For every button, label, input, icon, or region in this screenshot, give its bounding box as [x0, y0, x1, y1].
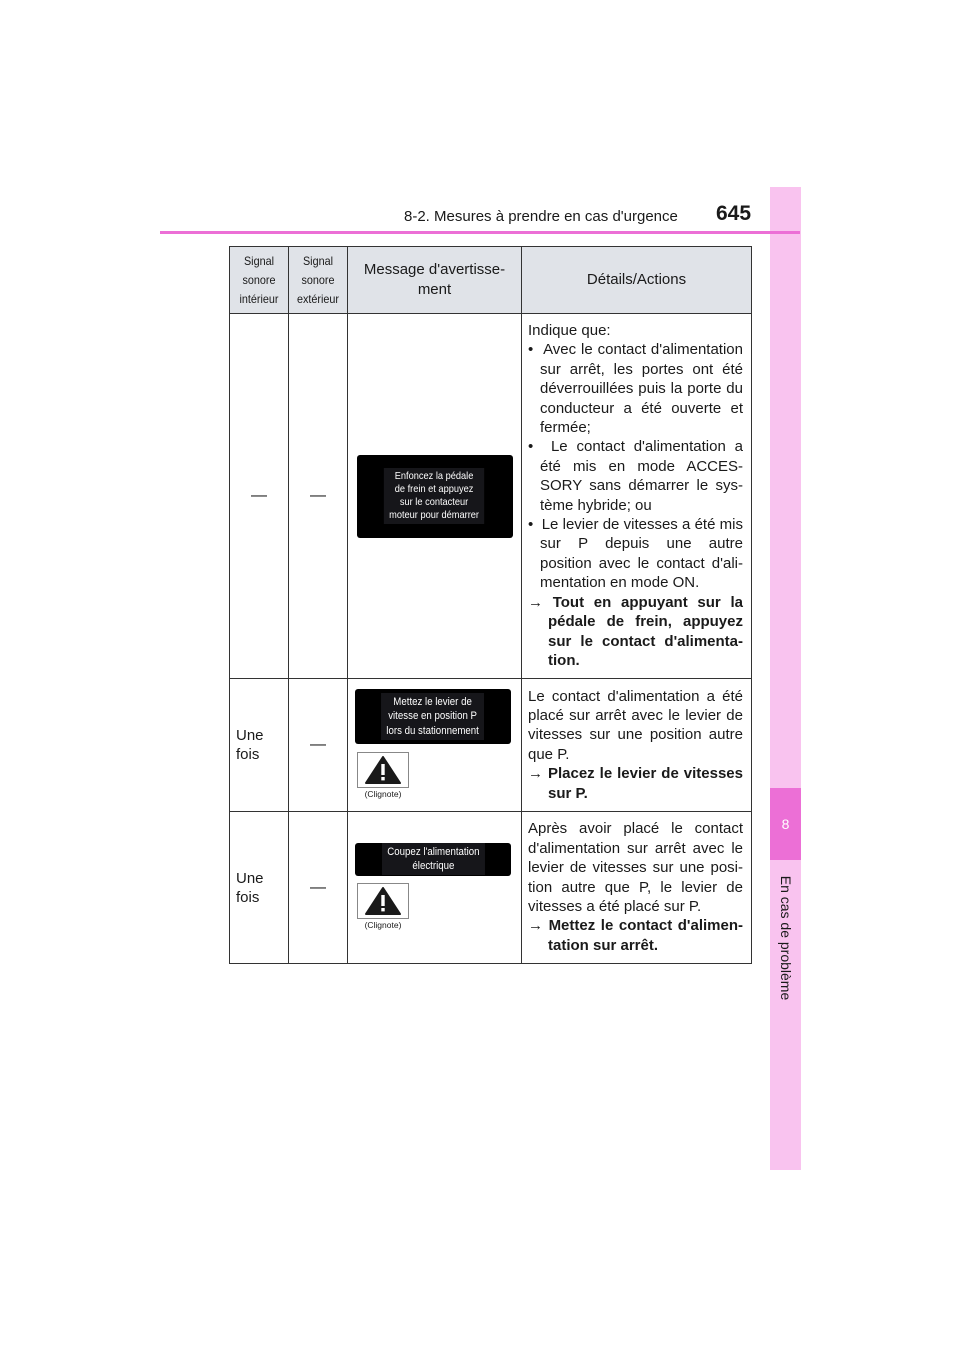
bullet-text: Le contact d'alimentation a été mis en mode ACCES-SORY sans démarrer le sys-tème hybride; ou — [540, 438, 743, 514]
blink-caption: (Clignote) — [364, 919, 402, 930]
display-line: Mettez le levier de — [393, 695, 473, 708]
exterior-buzzer-cell: — — [289, 812, 348, 964]
page-number: 645 — [716, 202, 752, 225]
interior-buzzer-cell: Une fois — [230, 812, 289, 964]
warning-table — [229, 246, 752, 964]
display-line: lors du stationnement — [386, 724, 480, 737]
side-tab-strip — [770, 187, 801, 1170]
detail-bullet — [528, 437, 743, 515]
arrow-symbol: → — [528, 917, 543, 935]
header-line: sonore — [242, 272, 276, 287]
header-line: Signal — [243, 253, 275, 268]
message-display — [357, 455, 513, 538]
arrow-symbol: → — [528, 765, 543, 783]
chapter-number: 8 — [781, 816, 790, 832]
header-line: Message d'avertisse- — [363, 261, 506, 278]
warning-message-cell — [348, 679, 522, 812]
detail-text: Après avoir placé le contact d'alimentation sur arrêt avec le levier de vitesses sur une posi-tion autre que P, le levier de vitesses a été placé sur P. — [528, 820, 743, 915]
message-display — [355, 843, 511, 876]
side-chapter-title — [770, 868, 801, 1008]
header-interior-buzzer — [230, 247, 289, 314]
header-exterior-buzzer — [289, 247, 348, 314]
interior-buzzer-cell: Une fois — [230, 679, 289, 812]
section-title: 8-2. Mesures à prendre en cas d'urgence — [404, 208, 678, 225]
header-details-actions: Détails/Actions — [522, 247, 752, 314]
header-line: Signal — [302, 253, 334, 268]
message-display-text — [384, 468, 484, 524]
bullet-text: Le levier de vitesses a été mis sur P depuis une autre position avec le contact d'ali-mentation en mode ON. — [540, 516, 743, 592]
table-header-row — [230, 247, 752, 314]
message-display-text — [381, 693, 484, 741]
action-text: Mettez le contact d'alimen-tation sur arrêt. — [548, 917, 743, 954]
header-line: intérieur — [239, 291, 279, 306]
header-line: extérieur — [296, 291, 340, 306]
warning-message-cell — [348, 314, 522, 679]
interior-buzzer-cell: — — [230, 314, 289, 679]
bullet-symbol: • — [528, 341, 534, 359]
exterior-buzzer-cell: — — [289, 314, 348, 679]
header-warning-message — [348, 247, 522, 314]
header-line: sonore — [301, 272, 335, 287]
details-cell — [522, 812, 752, 964]
header-line: ment — [417, 281, 452, 298]
arrow-symbol: → — [528, 593, 543, 611]
warning-message-cell — [348, 812, 522, 964]
details-cell — [522, 314, 752, 679]
action-text: Tout en appuyant sur la pédale de frein, appuyez sur le contact d'alimenta-tion. — [548, 593, 743, 669]
detail-action — [528, 916, 743, 955]
warning-triangle-icon — [357, 883, 409, 919]
detail-bullet — [528, 515, 743, 593]
header-divider — [160, 231, 800, 234]
table-row — [230, 314, 752, 679]
action-text: Placez le levier de vitesses sur P. — [547, 765, 743, 802]
display-line: vitesse en position P — [388, 710, 478, 723]
table-row — [230, 812, 752, 964]
detail-bullet — [528, 340, 743, 437]
table-row — [230, 679, 752, 812]
bullet-symbol: • — [528, 438, 534, 456]
bullet-symbol: • — [528, 516, 534, 534]
blink-caption: (Clignote) — [364, 788, 402, 799]
display-line: sur le contacteur — [400, 496, 469, 509]
chapter-title: En cas de problème — [777, 875, 794, 1001]
display-line: Enfoncez la pédale — [395, 470, 474, 483]
exterior-buzzer-cell: — — [289, 679, 348, 812]
message-display-text — [382, 843, 485, 875]
display-line: électrique — [412, 860, 454, 873]
detail-intro: Indique que: — [528, 322, 611, 339]
details-cell — [522, 679, 752, 812]
bullet-text: Avec le contact d'alimentation sur arrêt, les portes ont été déverrouillées puis la porte du conducteur a été ouverte et fermée; — [540, 341, 743, 437]
detail-action — [528, 593, 743, 671]
warning-triangle-icon — [357, 752, 409, 788]
display-line: Coupez l'alimentation — [386, 846, 480, 859]
detail-action — [528, 764, 743, 803]
display-line: moteur pour démarrer — [389, 509, 480, 522]
chapter-number-tab[interactable] — [770, 788, 801, 860]
detail-text: Le contact d'alimentation a été placé sur arrêt avec le levier de vitesses sur une position autre que P. — [528, 687, 743, 763]
display-line: de frein et appuyez — [395, 483, 474, 496]
message-display — [355, 689, 511, 744]
